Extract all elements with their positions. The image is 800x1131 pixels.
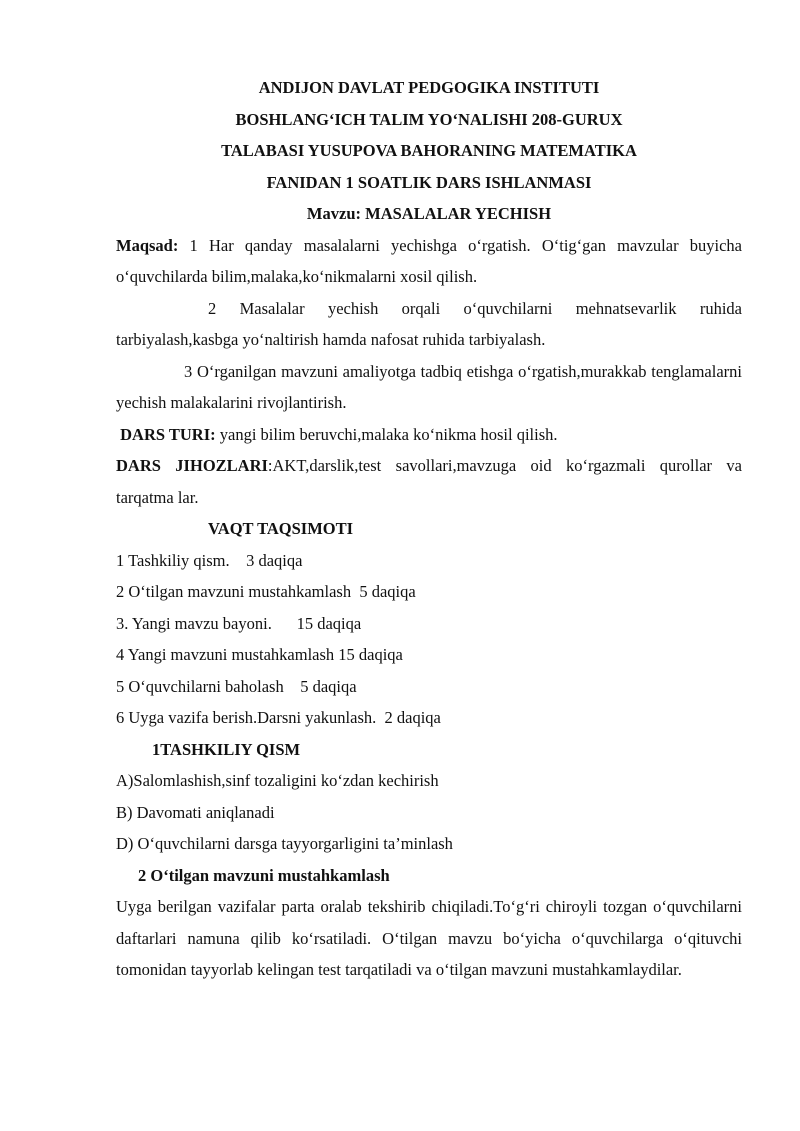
- goal-3-paragraph: 3 O‘rganilgan mavzuni amaliyotga tadbiq etishga o‘rgatish,murakkab tenglamalarni yechish malakalarini rivojlantirish.: [116, 361, 742, 412]
- schedule-title: VAQT TAQSIMOTI: [208, 519, 354, 538]
- equipment-label: DARS JIHOZLARI: [116, 456, 268, 475]
- header-direction: BOSHLANG‘ICH TALIM YO‘NALISHI 208-GURUX: [235, 109, 623, 129]
- section-1-item: D) O‘quvchilarni darsga tayyorgarligini ta’minlash: [116, 834, 453, 853]
- schedule-item: 4 Yangi mavzuni mustahkamlash 15 daqiqa: [116, 645, 403, 664]
- document-page: [116, 72, 742, 986]
- schedule-item: 6 Uyga vazifa berish.Darsni yakunlash. 2 daqiqa: [116, 708, 441, 727]
- schedule-item: 1 Tashkiliy qism. 3 daqiqa: [116, 550, 303, 570]
- section-1-item: B) Davomati aniqlanadi: [116, 802, 275, 822]
- section-1-title: 1TASHKILIY QISM: [152, 739, 301, 759]
- section-2-title: 2 O‘tilgan mavzuni mustahkamlash: [138, 865, 390, 885]
- goal-2-paragraph: 2 Masalalar yechish orqali o‘quvchilarni mehnatsevarlik ruhida tarbiyalash,kasbga yo‘naltirish hamda nafosat ruhida tarbiyalash.: [116, 298, 742, 349]
- goal-1-paragraph: [116, 230, 742, 293]
- header-lesson-plan: FANIDAN 1 SOATLIK DARS ISHLANMASI: [266, 172, 592, 192]
- lesson-type-label: DARS TURI:: [120, 424, 216, 444]
- schedule-item: 5 O‘quvchilarni baholash 5 daqiqa: [116, 676, 357, 696]
- goals-label: Maqsad:: [116, 235, 179, 255]
- section-2-paragraph: Uyga berilgan vazifalar parta oralab tekshirib chiqiladi.To‘g‘ri chiroyli tozgan o‘quvchilarni daftarlari namuna qilib ko‘rsatiladi. O‘tilgan mavzu bo‘yicha o‘quvchilarga o‘qituvchi tomonidan tayyorlab kelingan test tarqatiladi va o‘tilgan mavzuni mustahkamlaydilar.: [116, 897, 742, 979]
- header-student: TALABASI YUSUPOVA BAHORANING MATEMATIKA: [221, 141, 637, 160]
- lesson-type-text: yangi bilim beruvchi,malaka ko‘nikma hosil qilish.: [215, 424, 558, 444]
- schedule-item: 2 O‘tilgan mavzuni mustahkamlash 5 daqiqa: [116, 582, 416, 601]
- equipment-paragraph: [116, 450, 742, 513]
- header-institute: ANDIJON DAVLAT PEDGOGIKA INSTITUTI: [258, 78, 600, 97]
- goal-1-text: 1 Har qanday masalalarni yechishga o‘rgatish. O‘tig‘gan mavzular buyicha o‘quvchilarda bilim,malaka,ko‘nikmalarni xosil qilish.: [116, 235, 742, 286]
- section-1-item: A)Salomlashish,sinf tozaligini ko‘zdan kechirish: [116, 771, 439, 790]
- equipment-text: :AKT,darslik,test savollari,mavzuga oid ko‘rgazmali qurollar va tarqatma lar.: [116, 456, 743, 507]
- lesson-topic: Mavzu: MASALALAR YECHISH: [306, 204, 552, 223]
- schedule-item: 3. Yangi mavzu bayoni. 15 daqiqa: [116, 613, 362, 633]
- lesson-type-paragraph: [116, 419, 742, 451]
